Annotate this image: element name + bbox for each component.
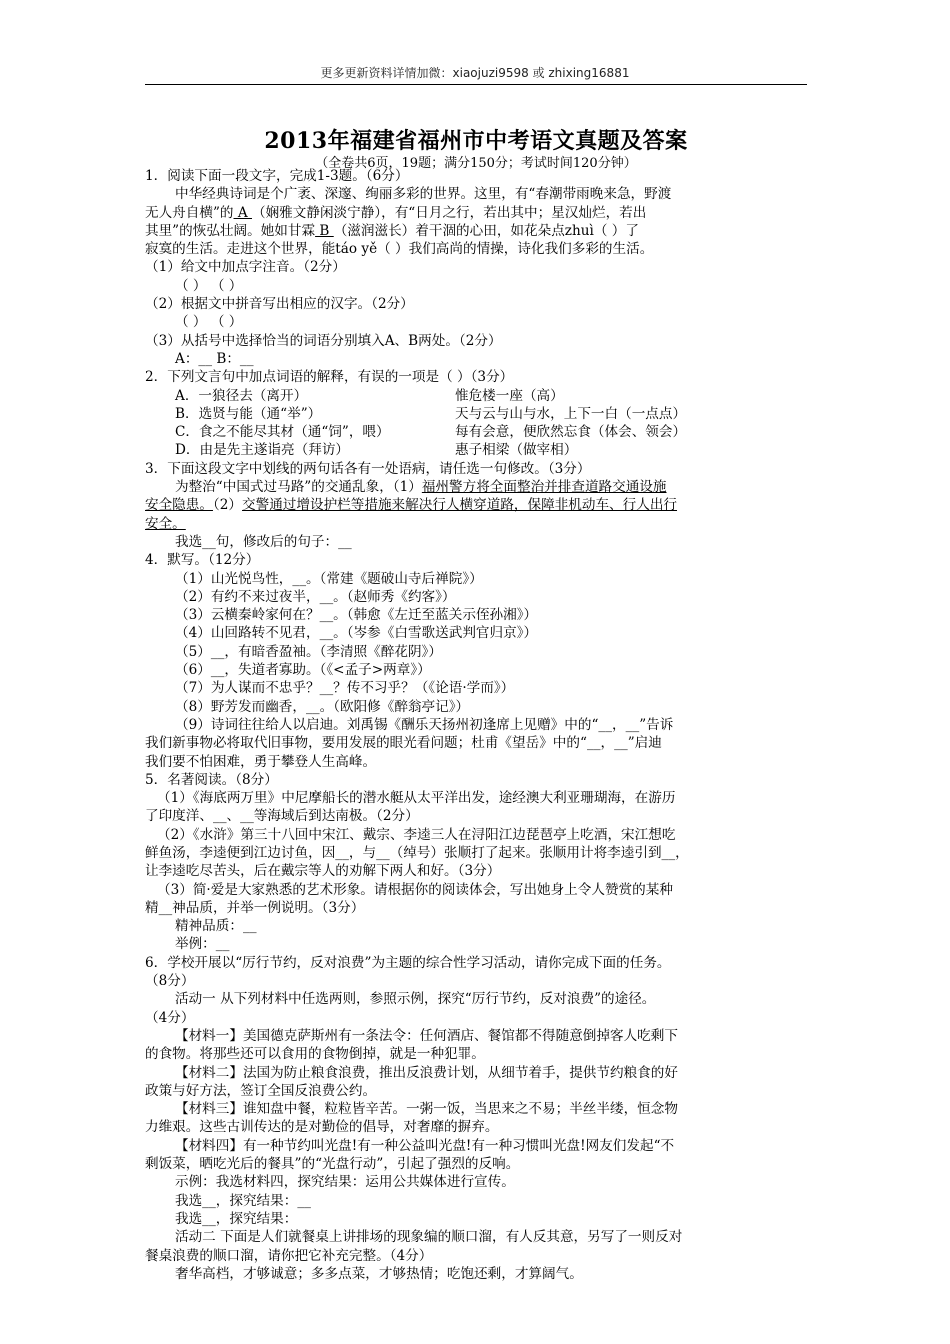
page-header-note: 更多更新资料详情加微：xiaojuzi9598 或 zhixing16881 [320, 66, 630, 80]
q2-option-right: 惠子相梁（做宰相） [455, 442, 578, 459]
q2-option-right: 惟危楼一座（高） [455, 387, 564, 404]
text-run: （滋润滋长）着干涸的心田，如花朵点zhuì（ ）了 [333, 222, 639, 239]
q1-stem: 1．阅读下面一段文字，完成1-3题。（6分） [145, 168, 409, 184]
q6-material-1: 【材料一】美国德克萨斯州有一条法令：任何酒店、餐馆都不得随意倒掉客人吃剩下 [175, 1027, 678, 1044]
q5-sub3-example: 举例：__ [175, 936, 230, 953]
q6-stem-cont: （8分） [145, 973, 195, 990]
q6-material-3-cont: 力维艰。这些古训传达的是对勤俭的倡导，对奢靡的摒弃。 [145, 1119, 499, 1136]
page-title: 2013年福建省福州市中考语文真题及答案 [264, 128, 688, 154]
q1-sub3-answer: A：__ B：__ [175, 350, 254, 367]
q3-stem: 3．下面这段文字中划线的两句话各有一处语病，请任选一句修改。（3分） [145, 460, 591, 477]
q2-stem: 2．下列文言句中加点词语的解释，有误的一项是（ ）（3分） [145, 369, 514, 386]
q5-sub3-cont: 精__神品质，并举一例说明。（3分） [145, 899, 365, 916]
q2-option-left: D．由是先主遂诣亮（拜访） [175, 442, 350, 459]
q6-activity-1-cont: （4分） [145, 1009, 195, 1026]
q5-sub2: （2）《水浒》第三十八回中宋江、戴宗、李逵三人在浔阳江边琵琶亭上吃酒，宋江想吃 [157, 826, 676, 843]
q6-activity-2: 活动二 下面是人们就餐桌上讲排场的现象编的顺口溜，有人反其意，另写了一则反对 [175, 1229, 683, 1246]
q6-material-2: 【材料二】法国为防止粮食浪费，推出反浪费计划，从细节着手，提供节约粮食的好 [175, 1064, 678, 1081]
exam-content [145, 167, 807, 1283]
underlined-sentence-1: 安全隐患。 [145, 497, 213, 514]
text-run: （娴雅文静闲淡宁静），有“日月之行，若出其中；星汉灿烂，若出 [251, 204, 647, 221]
text-run: 为整治“中国式过马路”的交通乱象，（1） [175, 479, 422, 496]
q4-item: （3）云横秦岭家何在？__。（韩愈《左迁至蓝关示侄孙湘》） [175, 607, 538, 624]
q2-option-row [145, 387, 807, 405]
blank-b: B [315, 222, 334, 239]
text-run: 其里”的恢弘壮阔。她如甘霖 [145, 222, 316, 239]
q3-answer: 我选__句，修改后的句子：__ [175, 533, 352, 550]
underlined-sentence-2: 安全。 [145, 515, 186, 532]
q4-stem: 4．默写。（12分） [145, 552, 260, 569]
q4-item: （2）有约不来过夜半，__。（赵师秀《约客》） [175, 588, 456, 605]
q4-item: （5）__，有暗香盈袖。（李清照《醉花阴》） [175, 643, 442, 660]
underlined-sentence-1: 福州警方将全面整治并排查道路交通设施 [421, 479, 667, 496]
q4-item: （9）诗词往往给人以启迪。刘禹锡《酬乐天扬州初逢席上见赠》中的“__，__”告诉 [175, 716, 674, 733]
q6-answer-line: 我选__，探究结果： [175, 1210, 298, 1227]
q4-item: （6）__，失道者寡助。（《<孟子>两章》） [175, 662, 431, 679]
q2-option-row [145, 423, 807, 441]
q1-passage-line [145, 204, 807, 222]
q1-passage-line [145, 222, 807, 240]
q6-example: 示例：我选材料四，探究结果：运用公共媒体进行宣传。 [175, 1174, 515, 1191]
q1-passage-line: 寂寞的生活。走进这个世界，能táo yě（ ）我们高尚的情操，诗化我们多彩的生活。 [145, 241, 654, 258]
q5-sub3: （3）简·爱是大家熟悉的艺术形象。请根据你的阅读体会，写出她身上令人赞赏的某种 [157, 881, 673, 898]
q4-item-continued: 我们新事物必将取代旧事物，要用发展的眼光看问题；杜甫《望岳》中的“__，__”启迪 [145, 735, 662, 752]
q1-passage-line: 中华经典诗词是个广袤、深邃、绚丽多彩的世界。这里，有“春潮带雨晚来急，野渡 [175, 186, 672, 203]
q2-option-left: B．选贤与能（通“举”） [175, 405, 322, 422]
q4-item: （1）山光悦鸟性，__。（常建《题破山寺后禅院》） [175, 570, 483, 587]
q5-sub1: （1）《海底两万里》中尼摩船长的潜水艇从太平洋出发，途经澳大利亚珊瑚海，在游历 [157, 790, 676, 807]
blank-a: A [233, 204, 252, 221]
q1-sub1: （1）给文中加点字注音。（2分） [145, 259, 346, 276]
q3-passage-line [145, 515, 807, 533]
q5-sub1-cont: 了印度洋、__、__等海域后到达南极。（2分） [145, 808, 419, 825]
q1-sub2-answer: （ ） （ ） [175, 314, 243, 331]
q5-sub2-cont: 鲜鱼汤，李逵便到江边讨鱼，因__，与__（绰号）张顺打了起来。张顺用计将李逵引到__， [145, 844, 689, 861]
q5-sub2-cont: 让李逵吃尽苦头，后在戴宗等人的劝解下两人和好。（3分） [145, 863, 501, 880]
q6-material-4: 【材料四】有一种节约叫光盘!有一种公益叫光盘!有一种习惯叫光盘!网友们发起“不 [175, 1137, 675, 1154]
q5-sub3-quality: 精神品质：__ [175, 918, 257, 935]
q2-option-row [145, 405, 807, 423]
text-run: 无人舟自横”的 [145, 204, 234, 221]
q1-sub1-answer: （ ） （ ） [175, 277, 243, 294]
q6-material-4-cont: 剩饭菜，晒吃光后的餐具”的“光盘行动”，引起了强烈的反响。 [145, 1156, 520, 1173]
q4-item: （8）野芳发而幽香，__。（欧阳修《醉翁亭记》） [175, 698, 470, 715]
page-subtitle: （全卷共6页，19题；满分150分；考试时间120分钟） [315, 156, 637, 171]
q6-jingle: 奢华高档，才够诚意；多多点菜，才够热情；吃饱还剩，才算阔气。 [175, 1265, 583, 1282]
q5-stem: 5．名著阅读。（8分） [145, 771, 278, 788]
q4-item-continued: 我们要不怕困难，勇于攀登人生高峰。 [145, 753, 377, 770]
q2-option-right: 天与云与山与水，上下一白（一点点） [455, 405, 687, 422]
q6-activity-2-cont: 餐桌浪费的顺口溜，请你把它补充完整。（4分） [145, 1247, 433, 1264]
q6-material-1-cont: 的食物。将那些还可以食用的食物倒掉，就是一种犯罪。 [145, 1046, 485, 1063]
q4-item: （7）为人谋而不忠乎？__？传不习乎？（《论语·学而》） [175, 680, 515, 697]
q3-passage-line [145, 496, 807, 514]
text-run: （2） [212, 497, 243, 514]
q6-activity-1: 活动一 从下列材料中任选两则，参照示例，探究“厉行节约，反对浪费”的途径。 [175, 991, 656, 1008]
header-divider [145, 84, 807, 85]
q3-passage-line [145, 478, 807, 496]
q2-option-right: 每有会意，便欣然忘食（体会、领会） [455, 424, 687, 441]
q2-option-row [145, 441, 807, 459]
q6-stem: 6．学校开展以“厉行节约，反对浪费”为主题的综合性学习活动，请你完成下面的任务。 [145, 954, 671, 971]
q6-material-2-cont: 政策与好方法，签订全国反浪费公约。 [145, 1082, 377, 1099]
underlined-sentence-2: 交警通过增设护栏等措施来解决行人横穿道路，保障非机动车、行人出行 [242, 497, 678, 514]
q1-sub3: （3）从括号中选择恰当的词语分别填入A、B两处。（2分） [145, 332, 502, 349]
q6-answer-line: 我选__，探究结果：__ [175, 1192, 311, 1209]
q2-option-left: C．食之不能尽其材（通“饲”，喂） [175, 424, 390, 441]
q2-option-left: A．一狼径去（离开） [175, 387, 308, 404]
q4-item: （4）山回路转不见君，__。（岑参《白雪歌送武判官归京》） [175, 625, 538, 642]
q1-sub2: （2）根据文中拼音写出相应的汉字。（2分） [145, 296, 414, 313]
q6-material-3: 【材料三】谁知盘中餐，粒粒皆辛苦。一粥一饭，当思来之不易；半丝半缕，恒念物 [175, 1101, 678, 1118]
